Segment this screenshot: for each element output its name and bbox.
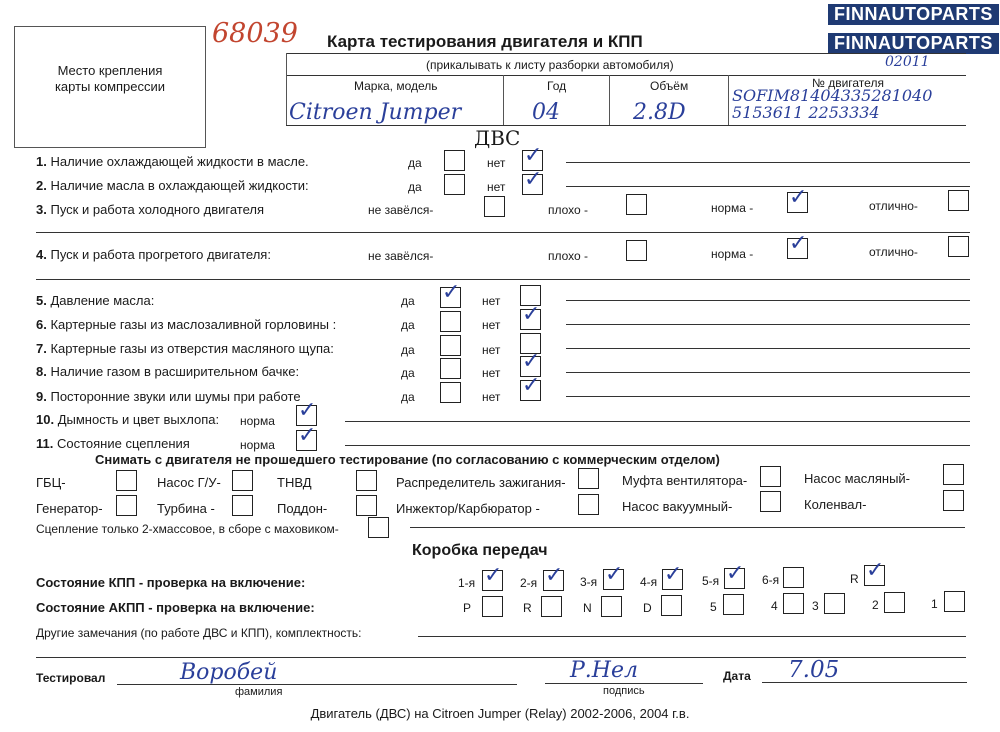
checkmark-icon: ✓ <box>522 349 541 374</box>
checkmark-icon: ✓ <box>524 167 543 192</box>
label-yes: да <box>408 180 422 194</box>
injector-checkbox[interactable] <box>578 494 599 515</box>
item-3-not-started-checkbox[interactable] <box>484 196 505 217</box>
engine-item-3: 3. Пуск и работа холодного двигателя <box>36 202 264 217</box>
label-excellent: отлично- <box>869 245 918 259</box>
gear-1-checkbox[interactable] <box>482 563 503 591</box>
signature: Р.Нел <box>570 658 639 683</box>
header-divider <box>609 75 610 125</box>
gear-4-checkbox[interactable] <box>662 562 683 590</box>
turbo-checkbox[interactable] <box>232 495 253 516</box>
item-9-yes-checkbox[interactable] <box>440 382 461 403</box>
label-yes: да <box>401 390 415 404</box>
checkmark-icon: ✓ <box>789 185 808 210</box>
gear-1: 1-я <box>458 576 476 590</box>
engine-item-11: 11. Состояние сцепления <box>36 436 190 451</box>
checkmark-icon: ✓ <box>484 563 503 588</box>
gbc-checkbox[interactable] <box>116 470 137 491</box>
checkmark-icon: ✓ <box>524 143 543 168</box>
label-yes: да <box>401 343 415 357</box>
label-yes: да <box>401 318 415 332</box>
part-injector: Инжектор/Карбюратор - <box>396 501 540 516</box>
item-2-no-checkbox[interactable] <box>522 167 543 195</box>
item-2-yes-checkbox[interactable] <box>444 174 465 195</box>
label-yes: да <box>401 294 415 308</box>
tester-name: Воробей <box>180 660 278 685</box>
part-clutch-dual: Сцепление только 2-хмассовое, в сборе с маховиком- <box>36 522 339 536</box>
gear-6: 6-я <box>762 573 780 587</box>
auto-gear-p: P <box>463 601 472 615</box>
label-no: нет <box>482 390 501 404</box>
gear-r: R <box>850 572 859 586</box>
notes-line <box>566 162 970 163</box>
auto-gear-1: 1 <box>931 597 938 611</box>
checkmark-icon: ✓ <box>298 423 317 448</box>
item-3-excellent-checkbox[interactable] <box>948 190 969 211</box>
engine-item-1: 1. Наличие охлаждающей жидкости в масле. <box>36 154 309 169</box>
distributor-checkbox[interactable] <box>578 468 599 489</box>
item-6-yes-checkbox[interactable] <box>440 311 461 332</box>
auto-gear-5-checkbox[interactable] <box>723 594 744 615</box>
fan-clutch-checkbox[interactable] <box>760 466 781 487</box>
date-label: Дата <box>723 669 751 683</box>
label-normal: норма - <box>711 201 754 215</box>
engine-item-2: 2. Наличие масла в охлаждающей жидкости: <box>36 178 309 193</box>
label-no: нет <box>482 343 501 357</box>
checkmark-icon: ✓ <box>789 231 808 256</box>
label-poor: плохо - <box>548 249 589 263</box>
watermark-logo: FINNAUTOPARTS <box>828 4 999 25</box>
notes-line <box>566 324 970 325</box>
label-yes: да <box>408 156 422 170</box>
date-line <box>762 682 967 683</box>
doc-number: 68039 <box>212 18 298 49</box>
generator-checkbox[interactable] <box>116 495 137 516</box>
header-volume: Объём <box>650 79 689 93</box>
item-4-excellent-checkbox[interactable] <box>948 236 969 257</box>
part-turbo: Турбина - <box>157 501 215 516</box>
part-oil-pump: Насос масляный- <box>804 471 911 486</box>
checkmark-icon: ✓ <box>605 562 624 587</box>
other-remarks-label: Другие замечания (по работе ДВС и КПП), комплектность: <box>36 626 362 640</box>
label-poor: плохо - <box>548 203 589 217</box>
engine-item-9: 9. Посторонние звуки или шумы при работе <box>36 389 301 404</box>
auto-gear-r: R <box>523 601 532 615</box>
part-vacuum-pump: Насос вакуумный- <box>622 499 733 514</box>
signature-caption: подпись <box>603 685 645 697</box>
checkmark-icon: ✓ <box>726 561 745 586</box>
clutch-dual-checkbox[interactable] <box>368 517 389 538</box>
notes-line <box>36 279 970 280</box>
auto-gear-3: 3 <box>812 599 819 613</box>
value-year: 04 <box>532 100 560 125</box>
notes-line <box>566 396 970 397</box>
watermark-logo-2: FINNAUTOPARTS <box>828 33 999 54</box>
label-norm: норма <box>240 414 275 428</box>
auto-gear-d-checkbox[interactable] <box>661 595 682 616</box>
notes-line <box>36 232 970 233</box>
header-divider <box>503 75 504 125</box>
compression-card-box <box>14 26 206 148</box>
header-divider <box>286 53 287 125</box>
header-year: Год <box>547 79 567 93</box>
part-pan: Поддон- <box>277 501 328 516</box>
surname-caption: фамилия <box>235 686 283 698</box>
item-3-normal-checkbox[interactable] <box>787 185 808 213</box>
part-tnvd: ТНВД <box>277 475 312 490</box>
engine-item-7: 7. Картерные газы из отверстия масляного щупа: <box>36 341 334 356</box>
vacuum-pump-checkbox[interactable] <box>760 491 781 512</box>
gear-2-checkbox[interactable] <box>543 563 564 591</box>
label-norm: норма <box>240 438 275 452</box>
manual-gearbox-label: Состояние КПП - проверка на включение: <box>36 575 306 590</box>
label-no: нет <box>487 156 506 170</box>
auto-gear-4: 4 <box>771 599 778 613</box>
notes-line <box>410 527 965 528</box>
header-top-border <box>286 53 966 54</box>
engine-item-5: 5. Давление масла: <box>36 293 155 308</box>
checkmark-icon: ✓ <box>442 280 461 305</box>
engine-item-6: 6. Картерные газы из маслозаливной горловины : <box>36 317 337 332</box>
item-9-no-checkbox[interactable] <box>520 373 541 401</box>
engine-item-4: 4. Пуск и работа прогретого двигателя: <box>36 247 271 262</box>
value-engine-no-1: SOFIM81404335281040 <box>732 86 933 105</box>
tester-line <box>117 684 517 685</box>
gear-2: 2-я <box>520 576 538 590</box>
header-engine-no: № двигателя <box>812 76 884 90</box>
label-not-started: не завёлся- <box>368 203 434 217</box>
notes-line <box>345 421 970 422</box>
page-subtitle: (прикалывать к листу разборки автомобиля) <box>426 58 674 72</box>
part-fan-clutch: Муфта вентилятора- <box>622 473 748 488</box>
notes-line <box>566 348 970 349</box>
auto-gearbox-label: Состояние АКПП - проверка на включение: <box>36 600 315 615</box>
checkmark-icon: ✓ <box>522 302 541 327</box>
label-excellent: отлично- <box>869 199 918 213</box>
part-distributor: Распределитель зажигания- <box>396 475 566 490</box>
stamp-box-line2: карты компрессии <box>54 79 166 94</box>
item-5-yes-checkbox[interactable] <box>440 280 461 308</box>
label-normal: норма - <box>711 247 754 261</box>
item-4-poor-checkbox[interactable] <box>626 240 647 261</box>
auto-gear-3-checkbox[interactable] <box>824 593 845 614</box>
label-not-started: не завёлся- <box>368 249 434 263</box>
label-no: нет <box>487 180 506 194</box>
stamp-box-line1: Место крепления <box>57 63 163 78</box>
auto-gear-d: D <box>643 601 652 615</box>
engine-item-10: 10. Дымность и цвет выхлопа: <box>36 412 220 427</box>
notes-line <box>418 636 966 637</box>
notes-line <box>345 445 970 446</box>
auto-gear-2: 2 <box>872 598 879 612</box>
corner-note: 02011 <box>885 54 930 70</box>
signature-line <box>545 683 703 684</box>
date-value: 7.05 <box>788 657 840 683</box>
item-4-normal-checkbox[interactable] <box>787 231 808 259</box>
value-engine-no-2: 5153611 2253334 <box>732 103 880 122</box>
label-yes: да <box>401 366 415 380</box>
item-6-no-checkbox[interactable] <box>520 302 541 330</box>
gear-3-checkbox[interactable] <box>603 562 624 590</box>
auto-gear-4-checkbox[interactable] <box>783 593 804 614</box>
tnvd-checkbox[interactable] <box>356 470 377 491</box>
label-no: нет <box>482 366 501 380</box>
item-1-yes-checkbox[interactable] <box>444 150 465 171</box>
gear-6-checkbox[interactable] <box>783 567 804 588</box>
oil-pump-checkbox[interactable] <box>943 464 964 485</box>
tested-by-label: Тестировал <box>36 671 106 685</box>
auto-gear-2-checkbox[interactable] <box>884 592 905 613</box>
crankshaft-checkbox[interactable] <box>943 490 964 511</box>
gear-5-checkbox[interactable] <box>724 561 745 589</box>
part-pump-gu: Насос Г/У- <box>157 475 221 490</box>
pump-gu-checkbox[interactable] <box>232 470 253 491</box>
item-11-norm-checkbox[interactable] <box>296 423 317 451</box>
checkmark-icon: ✓ <box>545 563 564 588</box>
value-make: Citroen Jumper <box>289 100 462 125</box>
gear-4: 4-я <box>640 575 658 589</box>
part-gbc: ГБЦ- <box>36 475 66 490</box>
part-generator: Генератор- <box>36 501 103 516</box>
header-make: Марка, модель <box>354 79 438 93</box>
notes-line <box>566 372 970 373</box>
header-bottom-border <box>286 125 966 126</box>
auto-gear-1-checkbox[interactable] <box>944 591 965 612</box>
gear-3: 3-я <box>580 575 598 589</box>
gear-r-checkbox[interactable] <box>864 558 885 586</box>
remove-title: Снимать с двигателя не прошедшего тестирование (по согласованию с коммерческим отделом) <box>95 452 720 467</box>
gear-5: 5-я <box>702 574 720 588</box>
item-3-poor-checkbox[interactable] <box>626 194 647 215</box>
section-engine-title: ДВС <box>474 126 521 150</box>
part-crankshaft: Коленвал- <box>804 497 867 512</box>
section-gearbox-title: Коробка передач <box>412 542 548 559</box>
header-divider <box>728 75 729 125</box>
checkmark-icon: ✓ <box>298 398 317 423</box>
label-no: нет <box>482 294 501 308</box>
auto-gear-r-checkbox[interactable] <box>541 596 562 617</box>
engine-item-8: 8. Наличие газом в расширительном бачке: <box>36 364 300 379</box>
label-no: нет <box>482 318 501 332</box>
notes-line <box>566 300 970 301</box>
auto-gear-5: 5 <box>710 600 717 614</box>
checkmark-icon: ✓ <box>866 558 885 583</box>
pan-checkbox[interactable] <box>356 495 377 516</box>
auto-gear-p-checkbox[interactable] <box>482 596 503 617</box>
auto-gear-n-checkbox[interactable] <box>601 596 622 617</box>
image-caption: Двигатель (ДВС) на Citroen Jumper (Relay) 2002-2006, 2004 г.в. <box>310 706 690 721</box>
item-8-yes-checkbox[interactable] <box>440 358 461 379</box>
checkmark-icon: ✓ <box>522 373 541 398</box>
checkmark-icon: ✓ <box>664 562 683 587</box>
auto-gear-n: N <box>583 601 592 615</box>
value-volume: 2.8D <box>633 100 686 125</box>
page-title: Карта тестирования двигателя и КПП <box>327 32 643 51</box>
notes-line <box>566 186 970 187</box>
item-7-yes-checkbox[interactable] <box>440 335 461 356</box>
